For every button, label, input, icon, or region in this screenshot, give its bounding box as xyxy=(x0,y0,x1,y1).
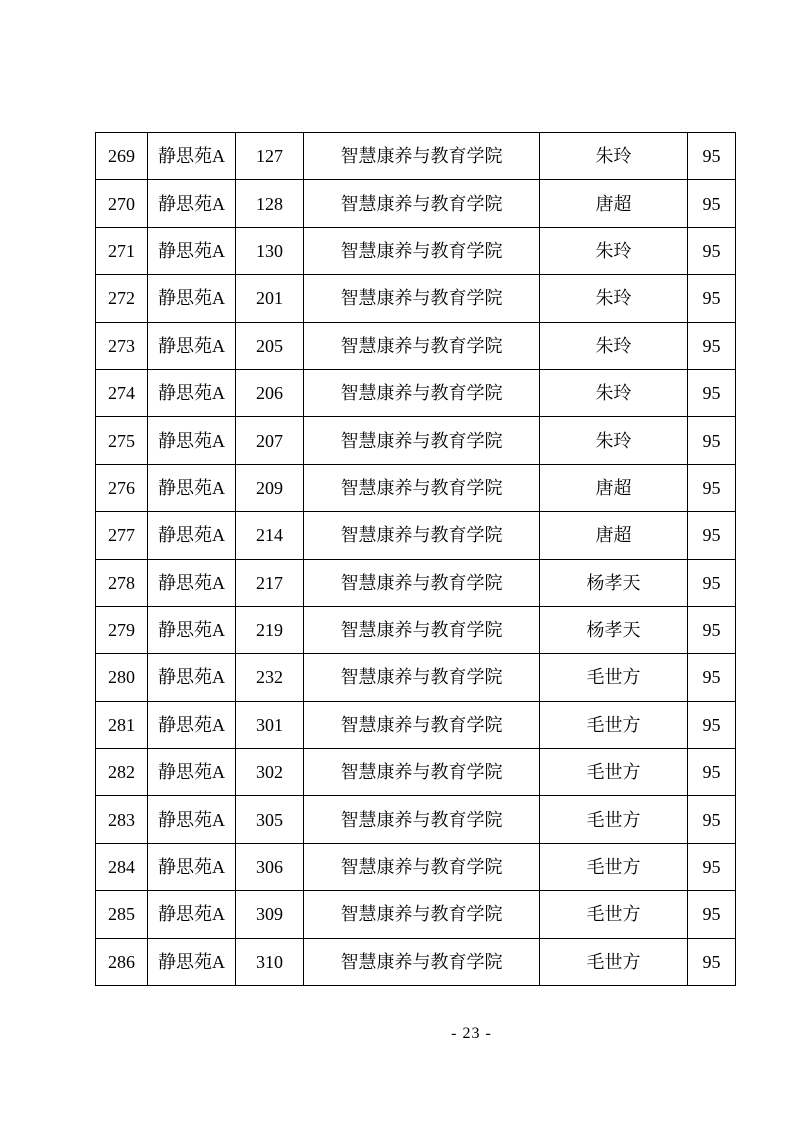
building-cell: 静思苑A xyxy=(148,417,236,464)
table-row xyxy=(96,512,736,559)
building-cell: 静思苑A xyxy=(148,843,236,890)
building-cell: 静思苑A xyxy=(148,701,236,748)
table-row xyxy=(96,464,736,511)
counselor-cell: 毛世方 xyxy=(540,796,688,843)
room-number-cell: 130 xyxy=(236,227,304,274)
row-number-cell: 279 xyxy=(96,606,148,653)
table-row xyxy=(96,322,736,369)
table-row xyxy=(96,891,736,938)
room-number-cell: 201 xyxy=(236,275,304,322)
score-cell: 95 xyxy=(688,843,736,890)
room-number-cell: 305 xyxy=(236,796,304,843)
counselor-cell: 朱玲 xyxy=(540,417,688,464)
score-cell: 95 xyxy=(688,938,736,985)
room-number-cell: 219 xyxy=(236,606,304,653)
row-number-cell: 278 xyxy=(96,559,148,606)
college-cell: 智慧康养与教育学院 xyxy=(304,322,540,369)
row-number-cell: 270 xyxy=(96,180,148,227)
building-cell: 静思苑A xyxy=(148,938,236,985)
table-row xyxy=(96,938,736,985)
room-number-cell: 309 xyxy=(236,891,304,938)
building-cell: 静思苑A xyxy=(148,464,236,511)
table-row xyxy=(96,796,736,843)
row-number-cell: 281 xyxy=(96,701,148,748)
college-cell: 智慧康养与教育学院 xyxy=(304,938,540,985)
score-cell: 95 xyxy=(688,654,736,701)
counselor-cell: 唐超 xyxy=(540,180,688,227)
counselor-cell: 毛世方 xyxy=(540,654,688,701)
counselor-cell: 杨孝天 xyxy=(540,559,688,606)
room-number-cell: 217 xyxy=(236,559,304,606)
row-number-cell: 277 xyxy=(96,512,148,559)
college-cell: 智慧康养与教育学院 xyxy=(304,606,540,653)
row-number-cell: 285 xyxy=(96,891,148,938)
score-cell: 95 xyxy=(688,796,736,843)
building-cell: 静思苑A xyxy=(148,559,236,606)
row-number-cell: 274 xyxy=(96,369,148,416)
room-number-cell: 205 xyxy=(236,322,304,369)
counselor-cell: 朱玲 xyxy=(540,275,688,322)
score-cell: 95 xyxy=(688,749,736,796)
room-number-cell: 302 xyxy=(236,749,304,796)
table-row xyxy=(96,606,736,653)
college-cell: 智慧康养与教育学院 xyxy=(304,133,540,180)
table-row xyxy=(96,417,736,464)
counselor-cell: 毛世方 xyxy=(540,938,688,985)
college-cell: 智慧康养与教育学院 xyxy=(304,275,540,322)
row-number-cell: 273 xyxy=(96,322,148,369)
room-number-cell: 214 xyxy=(236,512,304,559)
building-cell: 静思苑A xyxy=(148,180,236,227)
counselor-cell: 朱玲 xyxy=(540,227,688,274)
page-number: - 23 - xyxy=(451,1025,492,1042)
table-row xyxy=(96,275,736,322)
room-number-cell: 206 xyxy=(236,369,304,416)
counselor-cell: 毛世方 xyxy=(540,749,688,796)
room-number-cell: 306 xyxy=(236,843,304,890)
table-row xyxy=(96,701,736,748)
room-number-cell: 207 xyxy=(236,417,304,464)
table-row xyxy=(96,133,736,180)
room-number-cell: 127 xyxy=(236,133,304,180)
table-row xyxy=(96,369,736,416)
score-cell: 95 xyxy=(688,417,736,464)
row-number-cell: 286 xyxy=(96,938,148,985)
college-cell: 智慧康养与教育学院 xyxy=(304,180,540,227)
counselor-cell: 毛世方 xyxy=(540,891,688,938)
building-cell: 静思苑A xyxy=(148,133,236,180)
college-cell: 智慧康养与教育学院 xyxy=(304,843,540,890)
college-cell: 智慧康养与教育学院 xyxy=(304,749,540,796)
room-number-cell: 209 xyxy=(236,464,304,511)
room-number-cell: 232 xyxy=(236,654,304,701)
table-body xyxy=(96,133,736,986)
room-number-cell: 301 xyxy=(236,701,304,748)
score-cell: 95 xyxy=(688,606,736,653)
building-cell: 静思苑A xyxy=(148,606,236,653)
building-cell: 静思苑A xyxy=(148,796,236,843)
table-row xyxy=(96,559,736,606)
building-cell: 静思苑A xyxy=(148,275,236,322)
counselor-cell: 唐超 xyxy=(540,512,688,559)
row-number-cell: 269 xyxy=(96,133,148,180)
score-cell: 95 xyxy=(688,322,736,369)
college-cell: 智慧康养与教育学院 xyxy=(304,701,540,748)
college-cell: 智慧康养与教育学院 xyxy=(304,464,540,511)
row-number-cell: 271 xyxy=(96,227,148,274)
table-row xyxy=(96,180,736,227)
score-cell: 95 xyxy=(688,701,736,748)
counselor-cell: 杨孝天 xyxy=(540,606,688,653)
counselor-cell: 毛世方 xyxy=(540,701,688,748)
row-number-cell: 284 xyxy=(96,843,148,890)
dormitory-score-table xyxy=(95,132,736,986)
table-row xyxy=(96,843,736,890)
row-number-cell: 280 xyxy=(96,654,148,701)
college-cell: 智慧康养与教育学院 xyxy=(304,796,540,843)
row-number-cell: 275 xyxy=(96,417,148,464)
building-cell: 静思苑A xyxy=(148,227,236,274)
counselor-cell: 朱玲 xyxy=(540,369,688,416)
college-cell: 智慧康养与教育学院 xyxy=(304,227,540,274)
score-cell: 95 xyxy=(688,133,736,180)
score-cell: 95 xyxy=(688,512,736,559)
building-cell: 静思苑A xyxy=(148,749,236,796)
college-cell: 智慧康养与教育学院 xyxy=(304,891,540,938)
counselor-cell: 朱玲 xyxy=(540,133,688,180)
college-cell: 智慧康养与教育学院 xyxy=(304,417,540,464)
building-cell: 静思苑A xyxy=(148,891,236,938)
score-cell: 95 xyxy=(688,275,736,322)
row-number-cell: 272 xyxy=(96,275,148,322)
building-cell: 静思苑A xyxy=(148,654,236,701)
counselor-cell: 唐超 xyxy=(540,464,688,511)
score-cell: 95 xyxy=(688,891,736,938)
counselor-cell: 毛世方 xyxy=(540,843,688,890)
room-number-cell: 128 xyxy=(236,180,304,227)
room-number-cell: 310 xyxy=(236,938,304,985)
dormitory-score-table-container xyxy=(95,132,735,986)
score-cell: 95 xyxy=(688,227,736,274)
college-cell: 智慧康养与教育学院 xyxy=(304,654,540,701)
table-row xyxy=(96,749,736,796)
table-row xyxy=(96,227,736,274)
college-cell: 智慧康养与教育学院 xyxy=(304,559,540,606)
score-cell: 95 xyxy=(688,559,736,606)
college-cell: 智慧康养与教育学院 xyxy=(304,369,540,416)
row-number-cell: 283 xyxy=(96,796,148,843)
building-cell: 静思苑A xyxy=(148,369,236,416)
score-cell: 95 xyxy=(688,180,736,227)
score-cell: 95 xyxy=(688,464,736,511)
table-row xyxy=(96,654,736,701)
building-cell: 静思苑A xyxy=(148,322,236,369)
row-number-cell: 282 xyxy=(96,749,148,796)
building-cell: 静思苑A xyxy=(148,512,236,559)
score-cell: 95 xyxy=(688,369,736,416)
counselor-cell: 朱玲 xyxy=(540,322,688,369)
college-cell: 智慧康养与教育学院 xyxy=(304,512,540,559)
row-number-cell: 276 xyxy=(96,464,148,511)
